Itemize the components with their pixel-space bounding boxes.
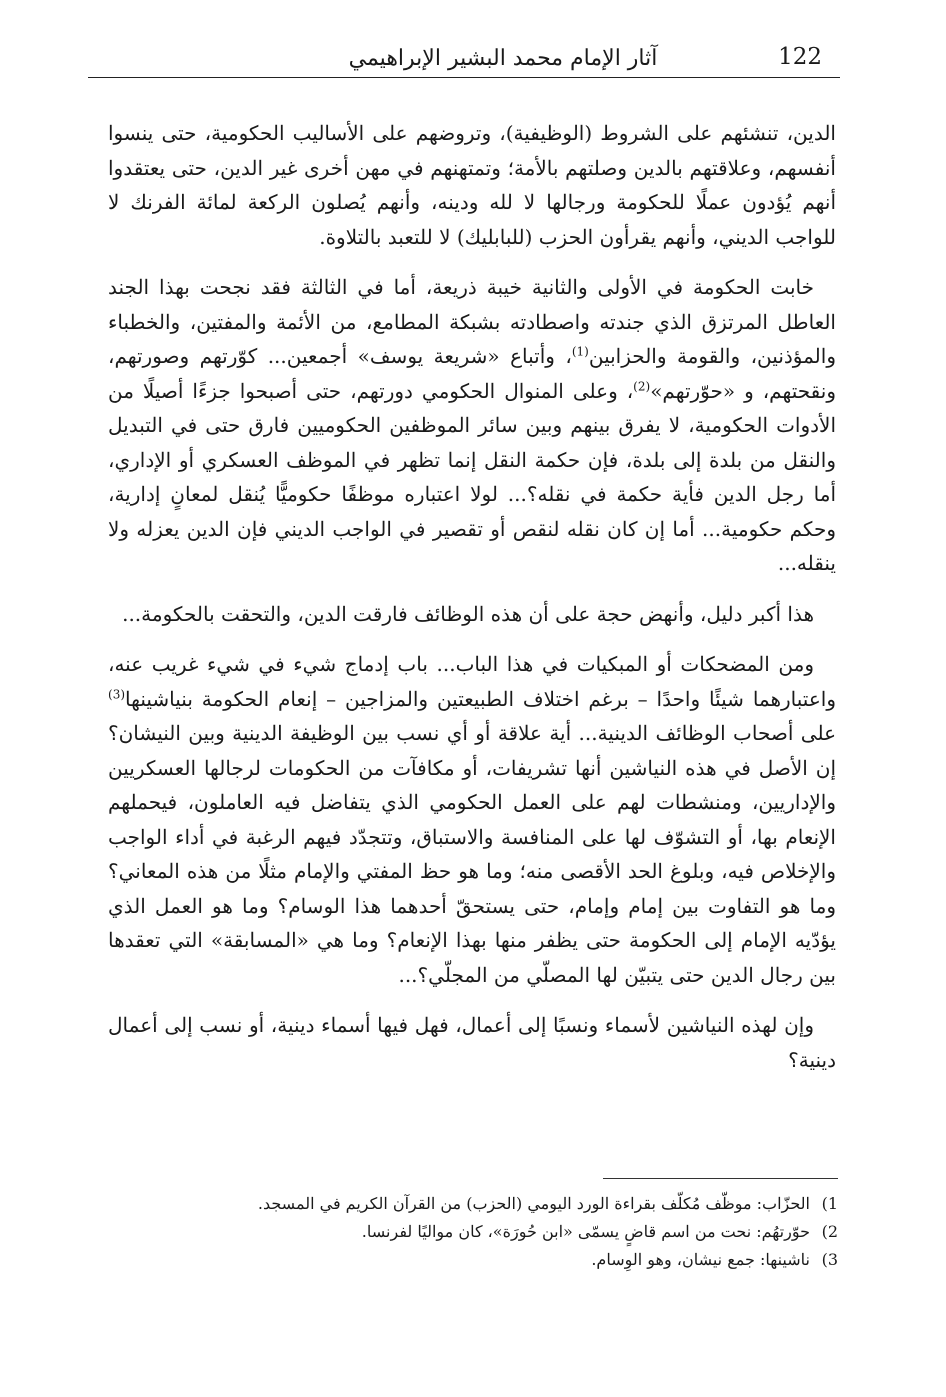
paragraph-2-part-c: ، وعلى المنوال الحكومي دورتهم، حتى أصبحوا جزءًا أصيلًا من الأدوات الحكومية، لا يفرق بينهم وبين سائر الموظفين الحكوميين فارق حتى في التبديل والنقل من بلدة إلى بلدة، فإن حكمة النقل إنما تظهر في الموظف العسكري أو الإداري، أما رجل الدين فأية حكمة في نقله؟... لولا اعتباره موظفًا حكوميًّا يُنقل لمعانٍ إدارية، وحكم حكومية... أما إن كان نقله لنقص أو تقصير في الواجب الديني فإن الدين يعزله ولا ينقله... — [108, 378, 836, 575]
footnote-text: حوّرتهُم: نحت من اسم قاضٍ يسمّى «ابن حُورَة»، كان مواليًا لفرنسا. — [361, 1222, 810, 1241]
book-title: آثار الإمام محمد البشير الإبراهيمي — [348, 46, 658, 71]
running-header — [88, 42, 840, 82]
footnote-ref-1[interactable]: (1) — [571, 344, 589, 359]
footnote-text: الحزّاب: موظّف مُكلّف بقراءة الورد اليومي (الحزب) من القرآن الكريم في المسجد. — [257, 1194, 810, 1213]
footnote-1 — [110, 1190, 838, 1218]
paragraph-4-part-b: على أصحاب الوظائف الدينية... أية علاقة أو أي نسب بين الوظيفة الدينية وبين النيشان؟ إن الأصل في هذه النياشين أنها تشريفات، أو مكافآت من الحكومات لرجالها العسكريين والإداريين، ومنشطات لهم على العمل الحكومي الذي يتفاضل فيه العاملون، فيحملهم الإنعام بها، أو التشوّف لها على المنافسة والاستباق، وتتجدّد فيهم الرغبة في أداء الواجب والإخلاص فيه، وبلوغ الحد الأقصى منه؛ وما هو حظ المفتي والإمام مثلًا من هذه المعاني؟ وما هو التفاوت بين إمام وإمام، حتى يستحقّ أحدهما هذا الوسام؟ وما هو العمل الذي يؤدّيه الإمام إلى الحكومة حتى يظفر منها بهذا الإنعام؟ وما هي «المسابقة» التي تعقدها بين رجال الدين حتى يتبيّن لها المصلّي من المجلّي؟... — [108, 721, 836, 987]
paragraph-3: هذا أكبر دليل، وأنهض حجة على أن هذه الوظائف فارقت الدين، والتحقت بالحكومة... — [122, 601, 814, 626]
paragraph-2-part-b: ، وأتباع «شريعة يوسف» أجمعين... كوّرتهم وصورتهم، ونقحتهم، و «حوّرتهم» — [108, 344, 836, 403]
footnote-number: 1) — [821, 1194, 838, 1213]
footnote-number: 3) — [821, 1250, 838, 1269]
paragraph-4 — [108, 647, 836, 992]
footnotes — [110, 1190, 838, 1274]
paragraph-5: وإن لهذه النياشين لأسماء ونسبًا إلى أعمال، فهل فيها أسماء دينية، أو نسب إلى أعمال دينية؟ — [108, 1013, 836, 1072]
header-rule — [88, 77, 840, 78]
footnote-3 — [110, 1246, 838, 1274]
paragraph-1: الدين، تنشئهم على الشروط (الوظيفية)، وتروضهم على الأساليب الحكومية، حتى ينسوا أنفسهم، وعلاقتهم بالدين وصلتهم بالأمة؛ وتمتهنهم في مهن أخرى غير الدين، حتى يعتقدوا أنهم يُؤدون عملًا للحكومة ورجالها لا لله ودينه، وأنهم يُصلون الركعة لمائة الفرنك لا للواجب الديني، وأنهم يقرأون الحزب (للبابليك) لا للتعبد بالتلاوة. — [108, 121, 836, 249]
footnote-number: 2) — [821, 1222, 838, 1241]
page-number: 122 — [778, 44, 822, 70]
paragraph-4-part-a: ومن المضحكات أو المبكيات في هذا الباب... باب إدماج شيء في شيء غريب عنه، واعتبارهما شيئًا واحدًا – برغم اختلاف الطبيعتين والمزاجين – إنعام الحكومة بنياشينها — [108, 652, 836, 711]
paragraph-2 — [108, 270, 836, 581]
footnote-text: ناشينها: جمع نيشان، وهو الوِسام. — [591, 1250, 810, 1269]
footnote-2 — [110, 1218, 838, 1246]
paragraph-2-part-a: خابت الحكومة في الأولى والثانية خيبة ذريعة، أما في الثالثة فقد نجحت بهذا الجند العاطل المرتزق الذي جندته واصطادته بشبكة المطامع، من الأئمة والمفتين، والخطباء والمؤذنين، والقومة والحزابين — [108, 275, 836, 368]
footnote-ref-2[interactable]: (2) — [633, 378, 651, 393]
footnote-ref-3[interactable]: (3) — [108, 686, 126, 701]
page-body — [108, 116, 836, 1093]
footnote-separator — [603, 1178, 838, 1179]
